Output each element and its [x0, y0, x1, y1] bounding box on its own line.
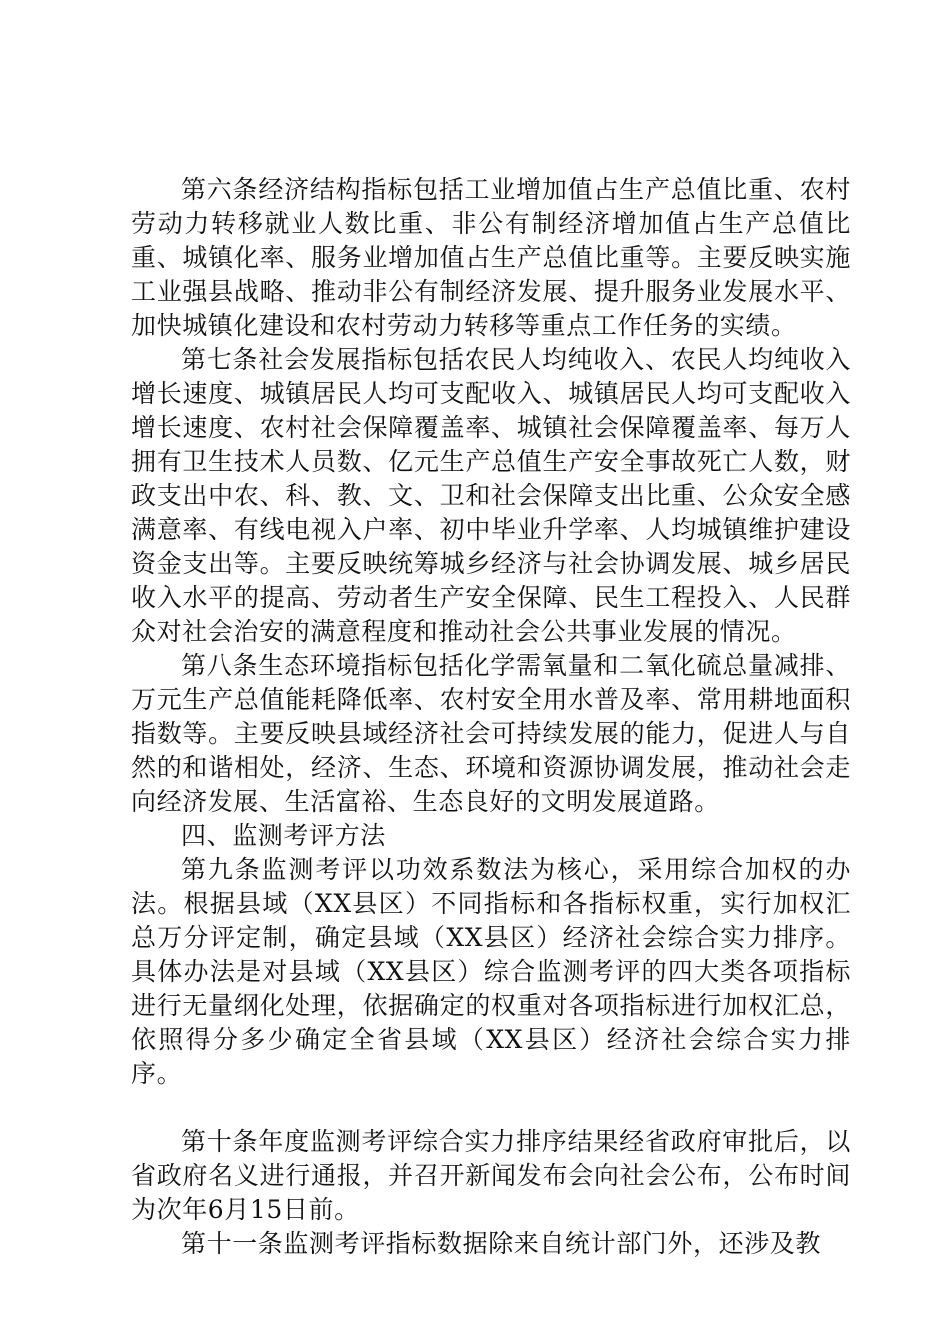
- document-body: [131, 173, 851, 1261]
- article-11-paragraph: 第十一条监测考评指标数据除来自统计部门外，还涉及教: [181, 1229, 822, 1258]
- paragraph-spacer: [131, 1091, 851, 1125]
- article-6-paragraph: 第六条经济结构指标包括工业增加值占生产总值比重、农村劳动力转移就业人数比重、非公有制经济增加值占生产总值比重、城镇化率、服务业增加值占生产总值比重等。主要反映实施工业强县战略、推动非公有制经济发展、提升服务业发展水平、加快城镇化建设和农村劳动力转移等重点工作任务的实绩。: [131, 175, 851, 340]
- section-heading: 四、监测考评方法: [181, 821, 386, 850]
- article-7-paragraph: 第七条社会发展指标包括农民人均纯收入、农民人均纯收入增长速度、城镇居民人均可支配收入、城镇居民人均可支配收入增长速度、农村社会保障覆盖率、城镇社会保障覆盖率、每万人拥有卫生技术人员数、亿元生产总值生产安全事故死亡人数，财政支出中农、科、教、文、卫和社会保障支出比重、公众安全感满意率、有线电视入户率、初中毕业升学率、人均城镇维护建设资金支出等。主要反映统筹城乡经济与社会协调发展、城乡居民收入水平的提高、劳动者生产安全保障、民生工程投入、人民群众对社会治安的满意程度和推动社会公共事业发展的情况。: [131, 345, 851, 646]
- article-8-paragraph: 第八条生态环境指标包括化学需氧量和二氧化硫总量减排、万元生产总值能耗降低率、农村安全用水普及率、常用耕地面积指数等。主要反映县域经济社会可持续发展的能力，促进人与自然的和谐相处，经济、生态、环境和资源协调发展，推动社会走向经济发展、生活富裕、生态良好的文明发展道路。: [131, 651, 851, 816]
- article-9-paragraph: 第九条监测考评以功效系数法为核心，采用综合加权的办法。根据县域（XX县区）不同指标和各指标权重，实行加权汇总万分评定制，确定县域（XX县区）经济社会综合实力排序。具体办法是对县域（XX县区）综合监测考评的四大类各项指标进行无量纲化处理，依据确定的权重对各项指标进行加权汇总，依照得分多少确定全省县域（XX县区）经济社会综合实力排序。: [131, 855, 851, 1088]
- article-10-paragraph: 第十条年度监测考评综合实力排序结果经省政府审批后，以省政府名义进行通报，并召开新闻发布会向社会公布，公布时间为次年6月15日前。: [131, 1127, 851, 1224]
